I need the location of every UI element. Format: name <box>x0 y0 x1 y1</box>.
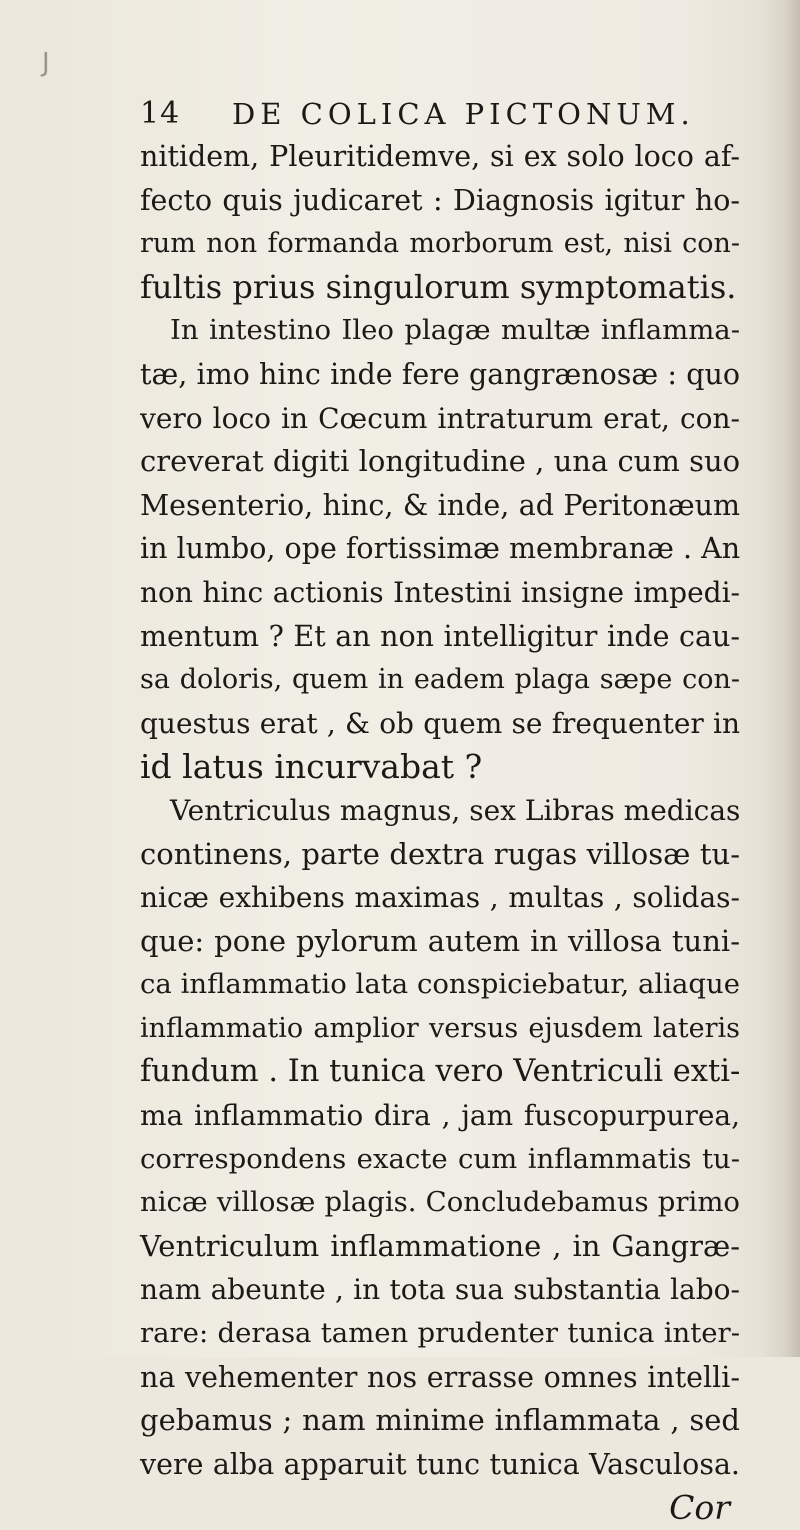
margin-mark: J <box>42 48 50 78</box>
page-gutter-shadow <box>762 0 800 1357</box>
text-line: fultis prius singulorum symptomatis. <box>140 267 737 306</box>
text-line: vero loco in Cœcum intraturum erat, con- <box>140 401 740 435</box>
text-line: fecto quis judicaret : Diagnosis igitur ho- <box>140 183 740 217</box>
text-line: inflammatio amplior versus ejusdem lateris <box>140 1012 740 1044</box>
text-line: vere alba apparuit tunc tunica Vasculosa. <box>140 1447 740 1481</box>
text-line: correspondens exacte cum inflammatis tu- <box>140 1142 740 1175</box>
text-line: creverat digiti longitudine , una cum suo <box>140 444 741 479</box>
text-line: na vehementer nos errasse omnes intelli- <box>140 1360 740 1394</box>
body-text <box>140 135 740 1530</box>
text-line: sa doloris, quem in eadem plaga sæpe con- <box>140 664 740 696</box>
text-line: questus erat , & ob quem se frequenter in <box>140 706 740 740</box>
text-line: in lumbo, ope fortissimæ membranæ . An <box>140 532 741 566</box>
text-line: mentum ? Et an non intelligitur inde cau- <box>140 619 740 653</box>
text-line: gebamus ; nam minime inflammata , sed <box>140 1403 740 1438</box>
text-line: id latus incurvabat ? <box>140 747 483 787</box>
running-head: DE COLICA PICTONUM. <box>232 97 695 131</box>
text-line: ca inflammatio lata conspiciebatur, aliaque <box>140 968 740 1001</box>
page-number: 14 <box>140 96 181 131</box>
text-line: Ventriculum inflammatione , in Gangræ- <box>140 1228 740 1263</box>
text-line: rum non formanda morborum est, nisi con- <box>140 228 740 260</box>
paragraph-start-ileo: In intestino Ileo plagæ multæ inflamma- <box>170 314 740 347</box>
text-line: nicæ villosæ plagis. Concludebamus primo <box>140 1186 740 1219</box>
text-line: nicæ exhibens maximas , multas , solidas- <box>140 881 740 915</box>
text-line: que: pone pylorum autem in villosa tuni- <box>140 923 740 958</box>
text-line: tæ, imo hinc inde fere gangrænosæ : quo <box>140 357 740 391</box>
page-header <box>140 92 730 136</box>
text-line: nam abeunte , in tota sua substantia labo- <box>140 1273 740 1307</box>
catchword: Cor <box>669 1488 730 1528</box>
text-line: nitidem, Pleuritidemve, si ex solo loco af- <box>140 140 740 173</box>
text-line: fundum . In tunica vero Ventriculi exti- <box>140 1054 741 1090</box>
text-line: ma inflammatio dira , jam fuscopurpurea, <box>140 1099 740 1133</box>
text-line: non hinc actionis Intestini insigne impedi- <box>140 575 740 609</box>
text-line: Mesenterio, hinc, & inde, ad Peritonæum <box>140 488 740 522</box>
paragraph-start-ventriculus: Ventriculus magnus, sex Libras medicas <box>170 793 741 827</box>
text-line: rare: derasa tamen prudenter tunica inter- <box>140 1317 740 1350</box>
text-line: continens, parte dextra rugas villosæ tu- <box>140 836 740 871</box>
